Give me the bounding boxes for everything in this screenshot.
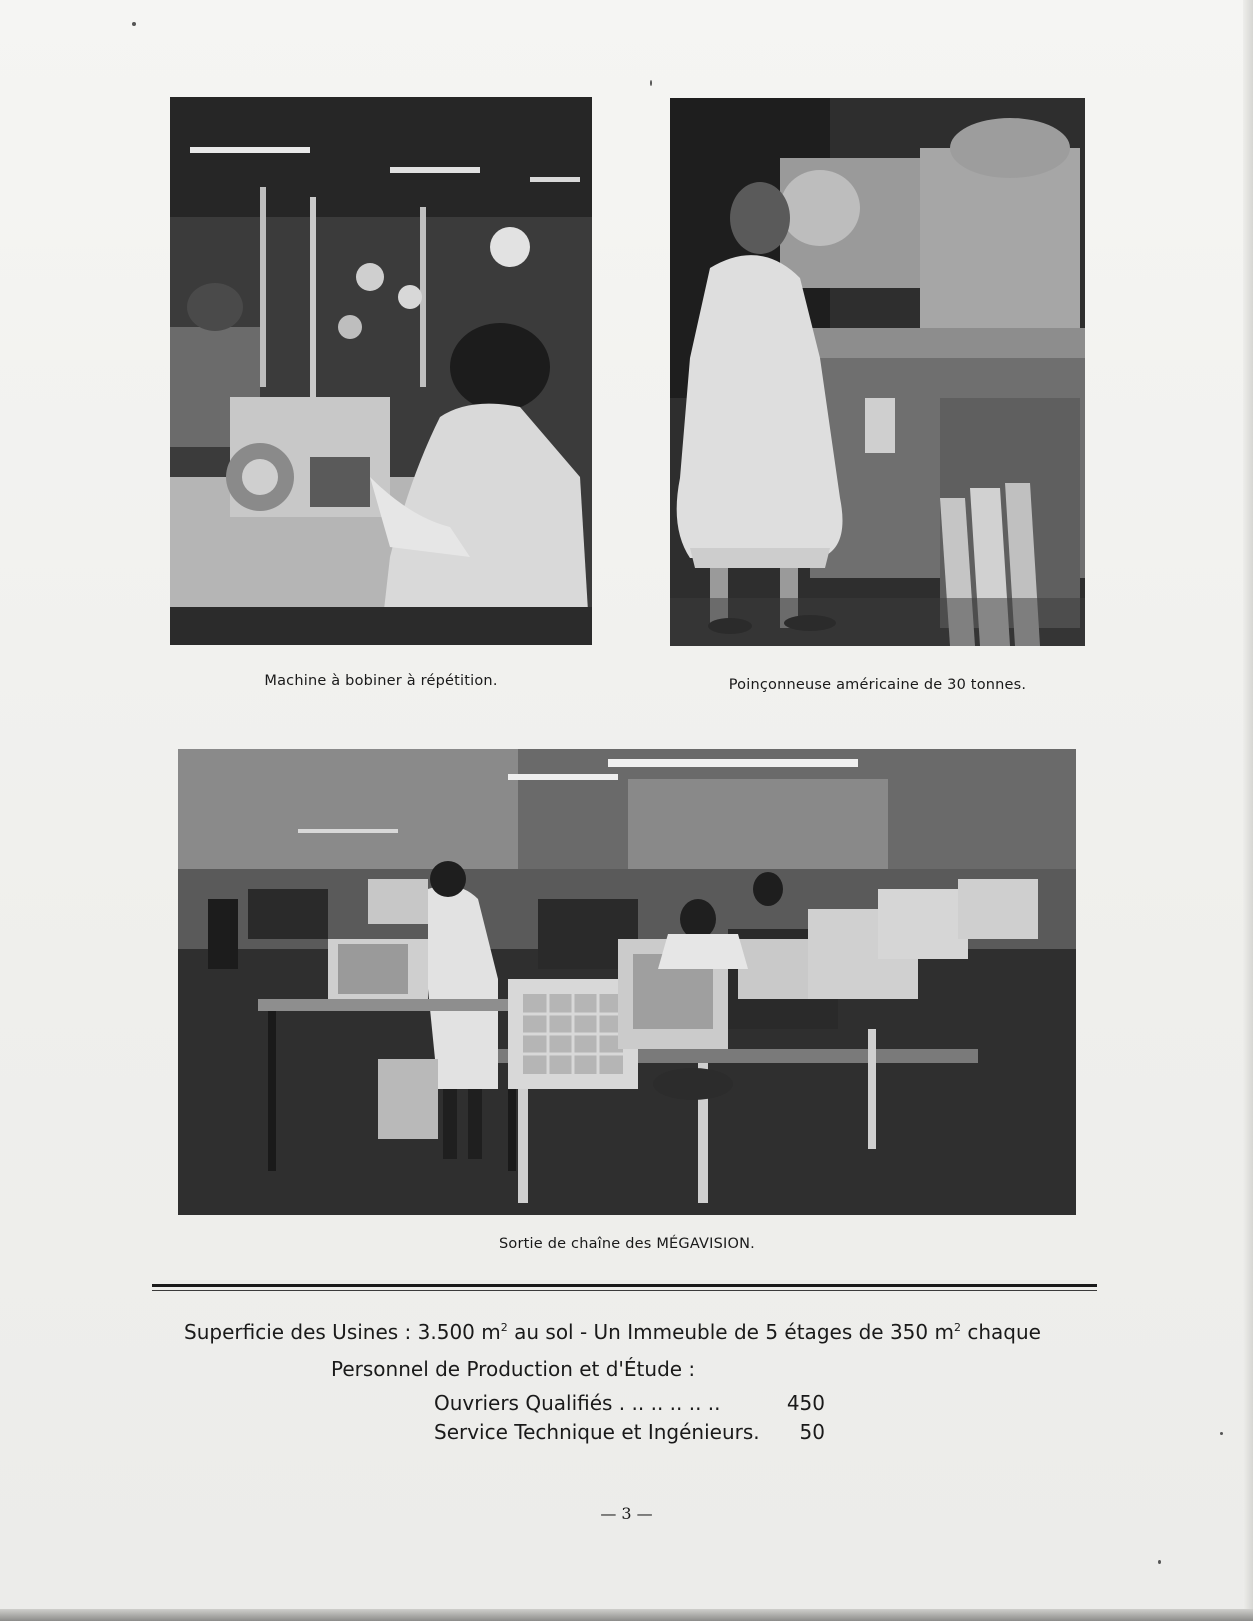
page-edge-bottom <box>0 1609 1253 1621</box>
personnel-row-label: Ouvriers Qualifiés . .. .. .. .. .. <box>434 1391 721 1415</box>
photo-caption-assembly-line: Sortie de chaîne des MÉGAVISION. <box>499 1236 755 1252</box>
factory-area-line <box>184 1320 1041 1344</box>
page-edge-right <box>1243 0 1253 1621</box>
superscript-2: 2 <box>953 1321 961 1334</box>
page-number: — 3 — <box>600 1504 653 1523</box>
personnel-heading: Personnel de Production et d'Étude : <box>331 1357 696 1381</box>
paper-speck <box>132 22 136 26</box>
personnel-row-value: 50 <box>799 1420 825 1444</box>
photo-caption-winding-machine: Machine à bobiner à répétition. <box>264 673 498 689</box>
paper-speck <box>650 80 652 86</box>
divider-rule-thick <box>152 1284 1097 1287</box>
photo-caption-punching-press: Poinçonneuse américaine de 30 tonnes. <box>728 677 1027 693</box>
factory-area-text-1: Superficie des Usines : 3.500 m <box>184 1320 501 1344</box>
photo-assembly-line <box>178 749 1076 1215</box>
factory-area-text-3: chaque <box>960 1320 1041 1344</box>
factory-area-text-2: au sol - Un Immeuble de 5 étages de 350 m <box>507 1320 954 1344</box>
personnel-row-label: Service Technique et Ingénieurs. <box>434 1420 760 1444</box>
divider-rule-thin <box>152 1290 1097 1291</box>
paper-speck <box>1158 1560 1161 1564</box>
photo-punching-press <box>670 98 1085 646</box>
photo-winding-machine <box>170 97 592 645</box>
paper-speck <box>1220 1432 1223 1435</box>
superscript-2: 2 <box>500 1321 508 1334</box>
personnel-row-value: 450 <box>786 1391 825 1415</box>
